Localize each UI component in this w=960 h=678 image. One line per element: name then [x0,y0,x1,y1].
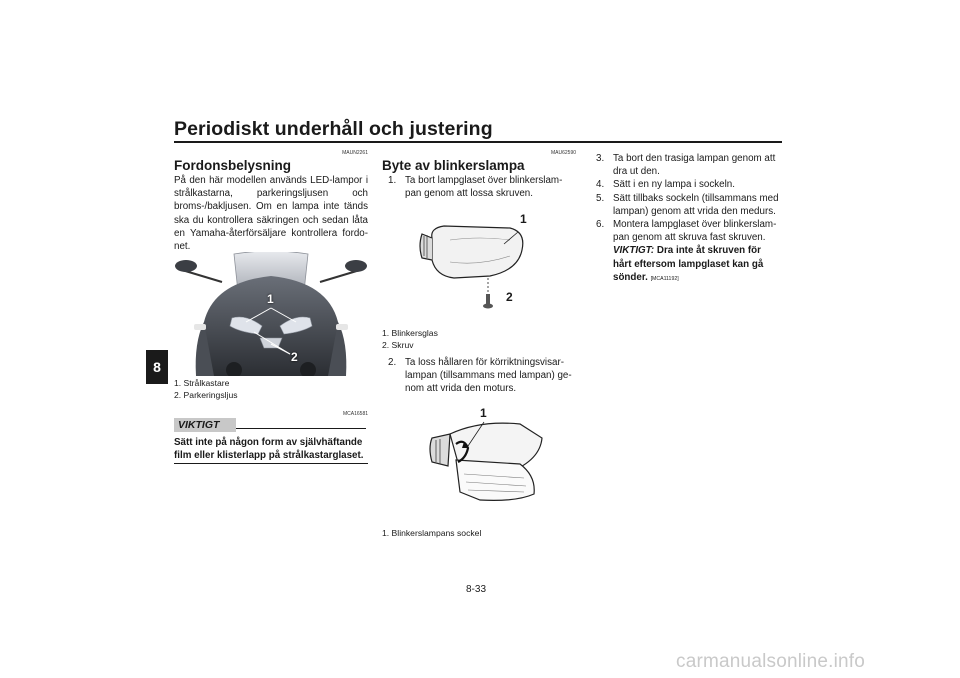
fig1-label-1: 1 [520,212,527,226]
fig-label-1: 1 [267,292,274,306]
step-6-text: Montera lampglaset över blinkerslam-pan genom att skruva fast skruven. [613,219,777,244]
section-heading-lighting: Fordonsbelysning [174,158,292,173]
viktigt-text: Sätt inte på någon form av självhäftande film eller klisterlapp på strålkastarglaset. [174,437,364,461]
turn-signal-lens-illustration [410,210,540,322]
caption-parking-light: 2. Parkeringsljus [174,390,238,400]
step-2-number: 2. [388,357,397,368]
fig1-label-2: 2 [506,290,513,304]
header-rule [174,141,782,143]
turn-signal-socket-figure [420,404,560,516]
step-1-number: 1. [388,175,397,186]
fig2-label-1: 1 [480,406,487,420]
turn-signal-socket-illustration [420,404,560,516]
section-heading-turn-signal: Byte av blinkerslampa [382,158,525,173]
step-6 [596,218,782,286]
viktigt-divider [236,428,366,429]
caption-screw: 2. Skruv [382,340,414,350]
step-4-number: 4. [596,179,605,191]
warning-code: [MCA11192] [650,275,679,282]
page-header-title: Periodiskt underhåll och justering [174,118,493,140]
viktigt-bottom-rule [174,463,368,464]
warning-text: Dra inte åt skruven för hårt eftersom lampglaset kan gå sönder. [613,245,764,283]
caption-lens: 1. Blinkersglas [382,328,438,338]
step-4-text: Sätt i en ny lampa i sockeln. [613,179,735,191]
step-2 [388,356,576,396]
fig-label-2: 2 [291,350,298,364]
step-5 [596,192,782,218]
viktigt-label: VIKTIGT [174,418,236,432]
step-3-text: Ta bort den trasiga lampan genom att dra ut den. [613,153,776,178]
steps-3-to-6 [596,152,782,286]
step-1 [388,174,576,200]
viktigt-code: MCA16581 [342,411,368,417]
step-6-warning [613,244,782,286]
caption-headlight: 1. Strålkastare [174,378,230,388]
step-2-text: Ta loss hållaren för körriktningsvisar-lampan (tillsammans med lampan) ge-nom att vrida den moturs. [405,357,572,395]
turn-signal-lens-figure [410,210,540,322]
caption-socket: 1. Blinkerslampans sockel [382,528,482,538]
watermark: carmanualsonline.info [676,651,866,672]
section-code: MAUN2261 [342,150,368,156]
step-5-text: Sätt tillbaks sockeln (tillsammans med lampan) genom att vrida den medurs. [613,192,779,217]
section-code-2: MAU62590 [550,150,576,156]
step-6-number: 6. [596,219,605,231]
step-3-number: 3. [596,153,605,164]
step-5-number: 5. [596,192,605,204]
step-1-text: Ta bort lampglaset över blinkerslam-pan genom att lossa skruven. [405,175,563,200]
lighting-paragraph: På den här modellen används LED-lampor i strålkastarna, parkeringsljusen och broms-/bakljusen. Om en lampa inte tänds ska du kontrollera säkringen och sedan låta en Yamaha-återförsäljare kontrollera fordo-net. [174,175,368,253]
headlight-figure [174,252,368,376]
page-number: 8-33 [466,584,487,595]
step-3 [596,152,782,178]
chapter-tab: 8 [146,350,168,384]
warning-label: VIKTIGT: [613,245,655,257]
motorcycle-front-illustration [174,252,368,376]
step-4 [596,178,782,191]
